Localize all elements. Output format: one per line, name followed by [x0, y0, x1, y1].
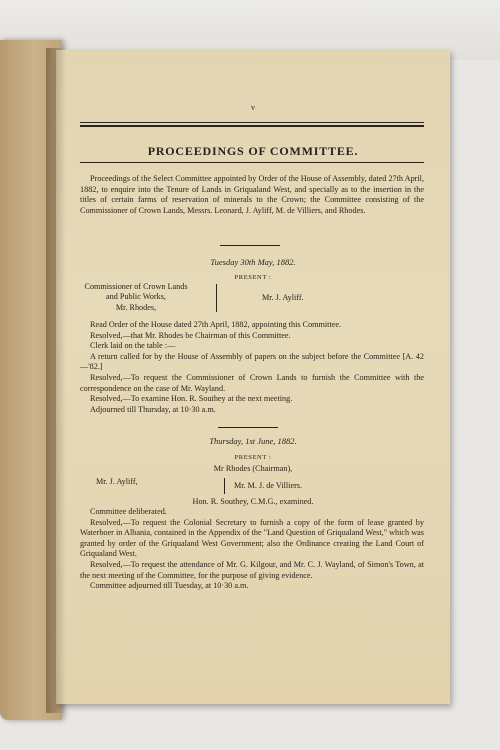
header-rule-thick [80, 125, 424, 127]
minute-paragraph: Committee adjourned till Tuesday, at 10·30 a.m. [90, 581, 249, 591]
session2-minutes [80, 507, 424, 592]
minute-paragraph: Clerk laid on the table :— [90, 341, 176, 351]
document-page [56, 50, 450, 704]
minute-paragraph: Adjourned till Thursday, at 10·30 a.m. [90, 404, 216, 414]
page-folio: v [251, 103, 255, 112]
session1-members-left [76, 282, 196, 313]
minute-paragraph: Resolved,—To request the Commissioner of Crown Lands to furnish the Committee with the correspondence on the case of Mr. Wayland. [80, 372, 424, 393]
minute-paragraph: Resolved,—To request the Colonial Secretary to furnish a copy of the form of lease granted by Waterboer in Albania, contained in the Appendix of the "Land Question of Griqualand West," which was granted by order of the Griqualand West Government; also the Ordinance creating the Land Court of Griqualand West. [80, 517, 424, 559]
minute-paragraph: Read Order of the House dated 27th April, 1882, appointing this Committee. [90, 320, 342, 329]
member-line: Mr. Rhodes, [115, 302, 157, 312]
session2-chairman: Mr Rhodes (Chairman), [213, 464, 293, 473]
section-divider-2 [218, 427, 278, 428]
session1-minutes [80, 320, 424, 415]
title-rule [80, 162, 424, 163]
session1-date: Tuesday 30th May, 1882. [210, 257, 296, 267]
minute-paragraph: Resolved,—To request the attendance of Mr. G. Kilgour, and Mr. C. J. Wayland, of Simon's Town, at the next meeting of the Committee, for the purpose of giving evidence. [80, 559, 424, 580]
session2-date: Thursday, 1st June, 1882. [209, 436, 297, 446]
session2-present-label: PRESENT : [234, 454, 272, 461]
section-divider-1 [220, 245, 280, 246]
member-line: Commissioner of Crown Lands [84, 282, 188, 291]
minute-paragraph: Resolved,—To examine Hon. R. Southey at the next meeting. [90, 394, 293, 404]
intro-text: Proceedings of the Select Committee appointed by Order of the House of Assembly, dated 27th April, 1882, to enquire into the Tenure of Lands in Griqualand West, and specially as to the insertion in the titles of certain farms of reservation of minerals to the Crown; the Committee consisting of the Commissioner of Crown Lands, Messrs. Leonard, J. Ayliff, M. de Villiers, and Rhodes. [80, 174, 424, 215]
session2-member-right: Mr. M. J. de Villiers. [234, 481, 303, 490]
session1-member-right: Mr. J. Ayliff. [262, 293, 304, 302]
intro-paragraph [80, 174, 424, 216]
page-title: PROCEEDINGS OF COMMITTEE. [147, 144, 359, 158]
minute-paragraph: Committee deliberated. [90, 507, 167, 516]
member-line: and Public Works, [106, 292, 166, 302]
session1-present-label: PRESENT : [234, 274, 272, 281]
session2-member-left: Mr. J. Ayliff, [96, 477, 138, 486]
members-divider [216, 284, 217, 312]
minute-paragraph: Resolved,—that Mr. Rhodes be Chairman of this Committee. [90, 330, 291, 340]
members-divider-2 [224, 478, 225, 494]
header-rule-top [80, 122, 424, 123]
session2-examined: Hon. R. Southey, C.M.G., examined. [192, 497, 314, 506]
minute-paragraph: A return called for by the House of Assembly of papers on the subject before the Committee [A. 42—'82.] [80, 351, 424, 372]
